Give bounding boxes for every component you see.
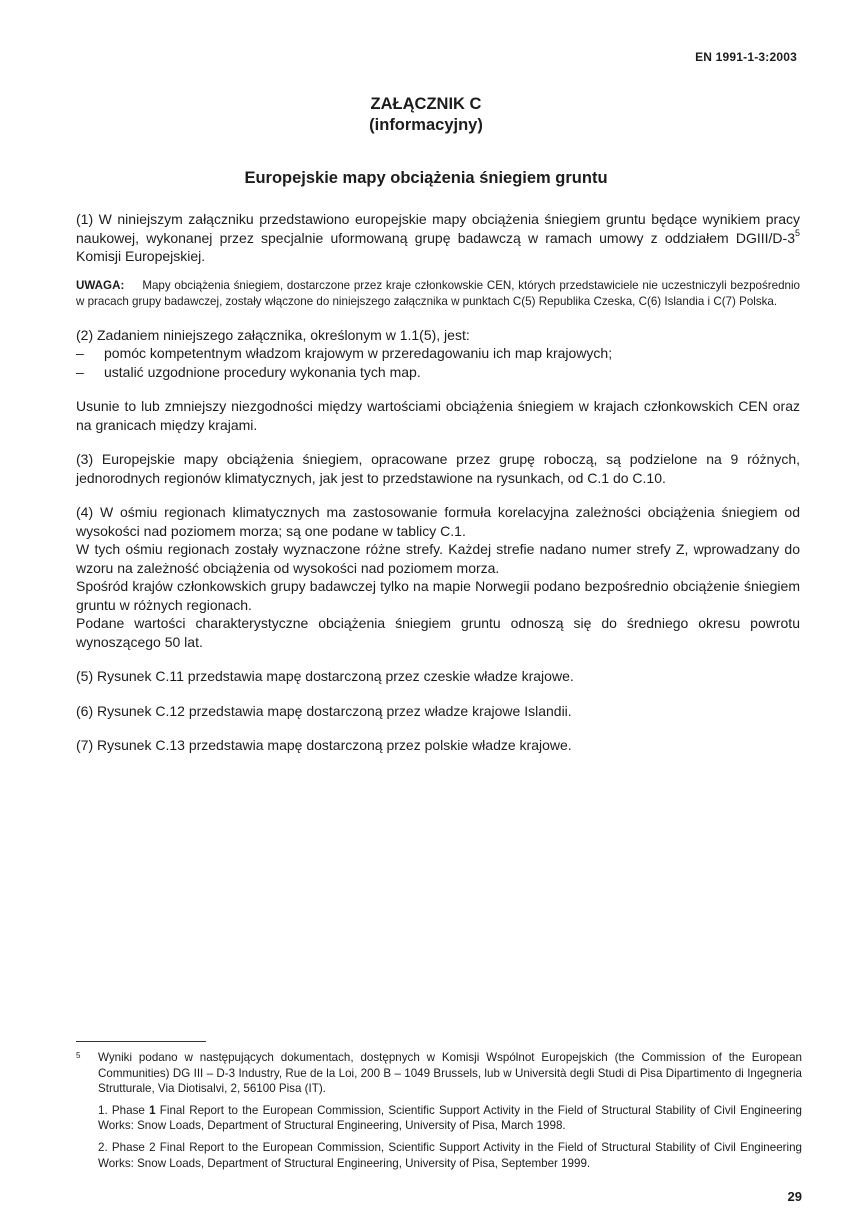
paragraph-2-tail: Usunie to lub zmniejszy niezgodności między wartościami obciążenia śniegiem w krajach członkowskich CEN oraz na granicach między krajami. [76, 398, 800, 433]
list-item: – ustalić uzgodnione procedury wykonania tych map. [76, 363, 421, 380]
annex-type: (informacyjny) [369, 116, 483, 134]
paragraph-5: (5) Rysunek C.11 przedstawia mapę dostarczoną przez czeskie władze krajowe. [76, 668, 574, 684]
paragraph-4d: Podane wartości charakterystyczne obciążenia śniegiem gruntu odnoszą się do średniego okresu powrotu wynoszącego 50 lat. [76, 615, 800, 650]
paragraph-4b: W tych ośmiu regionach zostały wyznaczone różne strefy. Każdej strefie nadano numer strefy Z, wprowadzany do wzoru na zależność obciążenia od wysokości nad poziomem morza. [76, 541, 800, 576]
footnote-text: Wyniki podano w następujących dokumentach, dostępnych w Komisji Wspólnot Europejskich (the Commission of the European Communities) DG III – D-3 Industry, Rue de la Loi, 200 B – 1049 Brussels, lub w Università degli Studi di Pisa Dipartimento di Ingegneria Strutturale, Via Diotisalvi, 2, 56100 Pisa (IT). [98, 1051, 802, 1096]
paragraph-4a: (4) W ośmiu regionach klimatycznych ma zastosowanie formuła korelacyjna zależności obciążenia śniegiem od wysokości nad poziomem morza; są one podane w tablicy C.1. [76, 504, 800, 539]
note-label: UWAGA: [76, 278, 125, 292]
footnote-ref[interactable]: 5 [794, 227, 800, 238]
footnote-reference-2: 2. Phase 2 Final Report to the European Commission, Scientific Support Activity in the Field of Structural Stability of Civil Engineering Works: Snow Loads, Department of Structural Engineering, University of Pisa, September 1999. [98, 1140, 802, 1170]
paragraph-6: (6) Rysunek C.12 przedstawia mapę dostarczoną przez władze krajowe Islandii. [76, 702, 572, 719]
paragraph-7: (7) Rysunek C.13 przedstawia mapę dostarczoną przez polskie władze krajowe. [76, 737, 572, 753]
paragraph-1: (1) W niniejszym załączniku przedstawiono europejskie mapy obciążenia śniegiem gruntu będące wynikiem pracy naukowej, wykonanej przez specjalnie uformowaną grupę badawczą w ramach umowy z oddziałem DGIII/$D-3^5$ Komisji Europejskiej. [76, 211, 800, 264]
footnote-mark: 5 [76, 1051, 81, 1060]
paragraph-4c: Spośród krajów członkowskich grupy badawczej tylko na mapie Norwegii podano bezpośrednio obciążenie śniegiem gruntu w różnych regionach. [76, 578, 800, 613]
paragraph-3: (3) Europejskie mapy obciążenia śniegiem, opracowane przez grupę roboczą, są podzielone na 9 różnych, jednorodnych regionów klimatycznych, jak jest to przedstawione na rysunkach, od C.1 do C.10. [76, 451, 800, 486]
page-number: 29 [787, 1189, 802, 1204]
paragraph-2-list [76, 344, 800, 381]
footnote-reference-1: 1. Phase 1 Final Report to the European Commission, Scientific Support Activity in the Field of Structural Stability of Civil Engineering Works: Snow Loads, Department of Structural Engineering, University of Pisa, March 1998. [98, 1103, 802, 1133]
footnote-divider [76, 1041, 206, 1042]
list-item: – pomóc kompetentnym władzom krajowym w przeredagowaniu ich map krajowych; [76, 345, 613, 361]
annex-heading: Europejskie mapy obciążenia śniegiem gruntu [244, 169, 608, 187]
paragraph-2-intro: (2) Zadaniem niniejszego załącznika, określonym w 1.1(5), jest: [76, 326, 470, 343]
annex-title: ZAŁĄCZNIK C [370, 95, 482, 113]
document-id: EN 1991-1-3:2003 [695, 50, 797, 64]
title-block [0, 94, 852, 189]
body-text [76, 210, 800, 755]
note [76, 278, 800, 310]
footnote [76, 1050, 802, 1171]
note-text: Mapy obciążenia śniegiem, dostarczone przez kraje członkowskie CEN, których przedstawiciele nie uczestniczyli bezpośrednio w pracach grupy badawczej, zostały włączone do niniejszego załącznika w punktach C(5) Republika Czeska, C(6) Islandia i C(7) Polska. [76, 278, 800, 308]
